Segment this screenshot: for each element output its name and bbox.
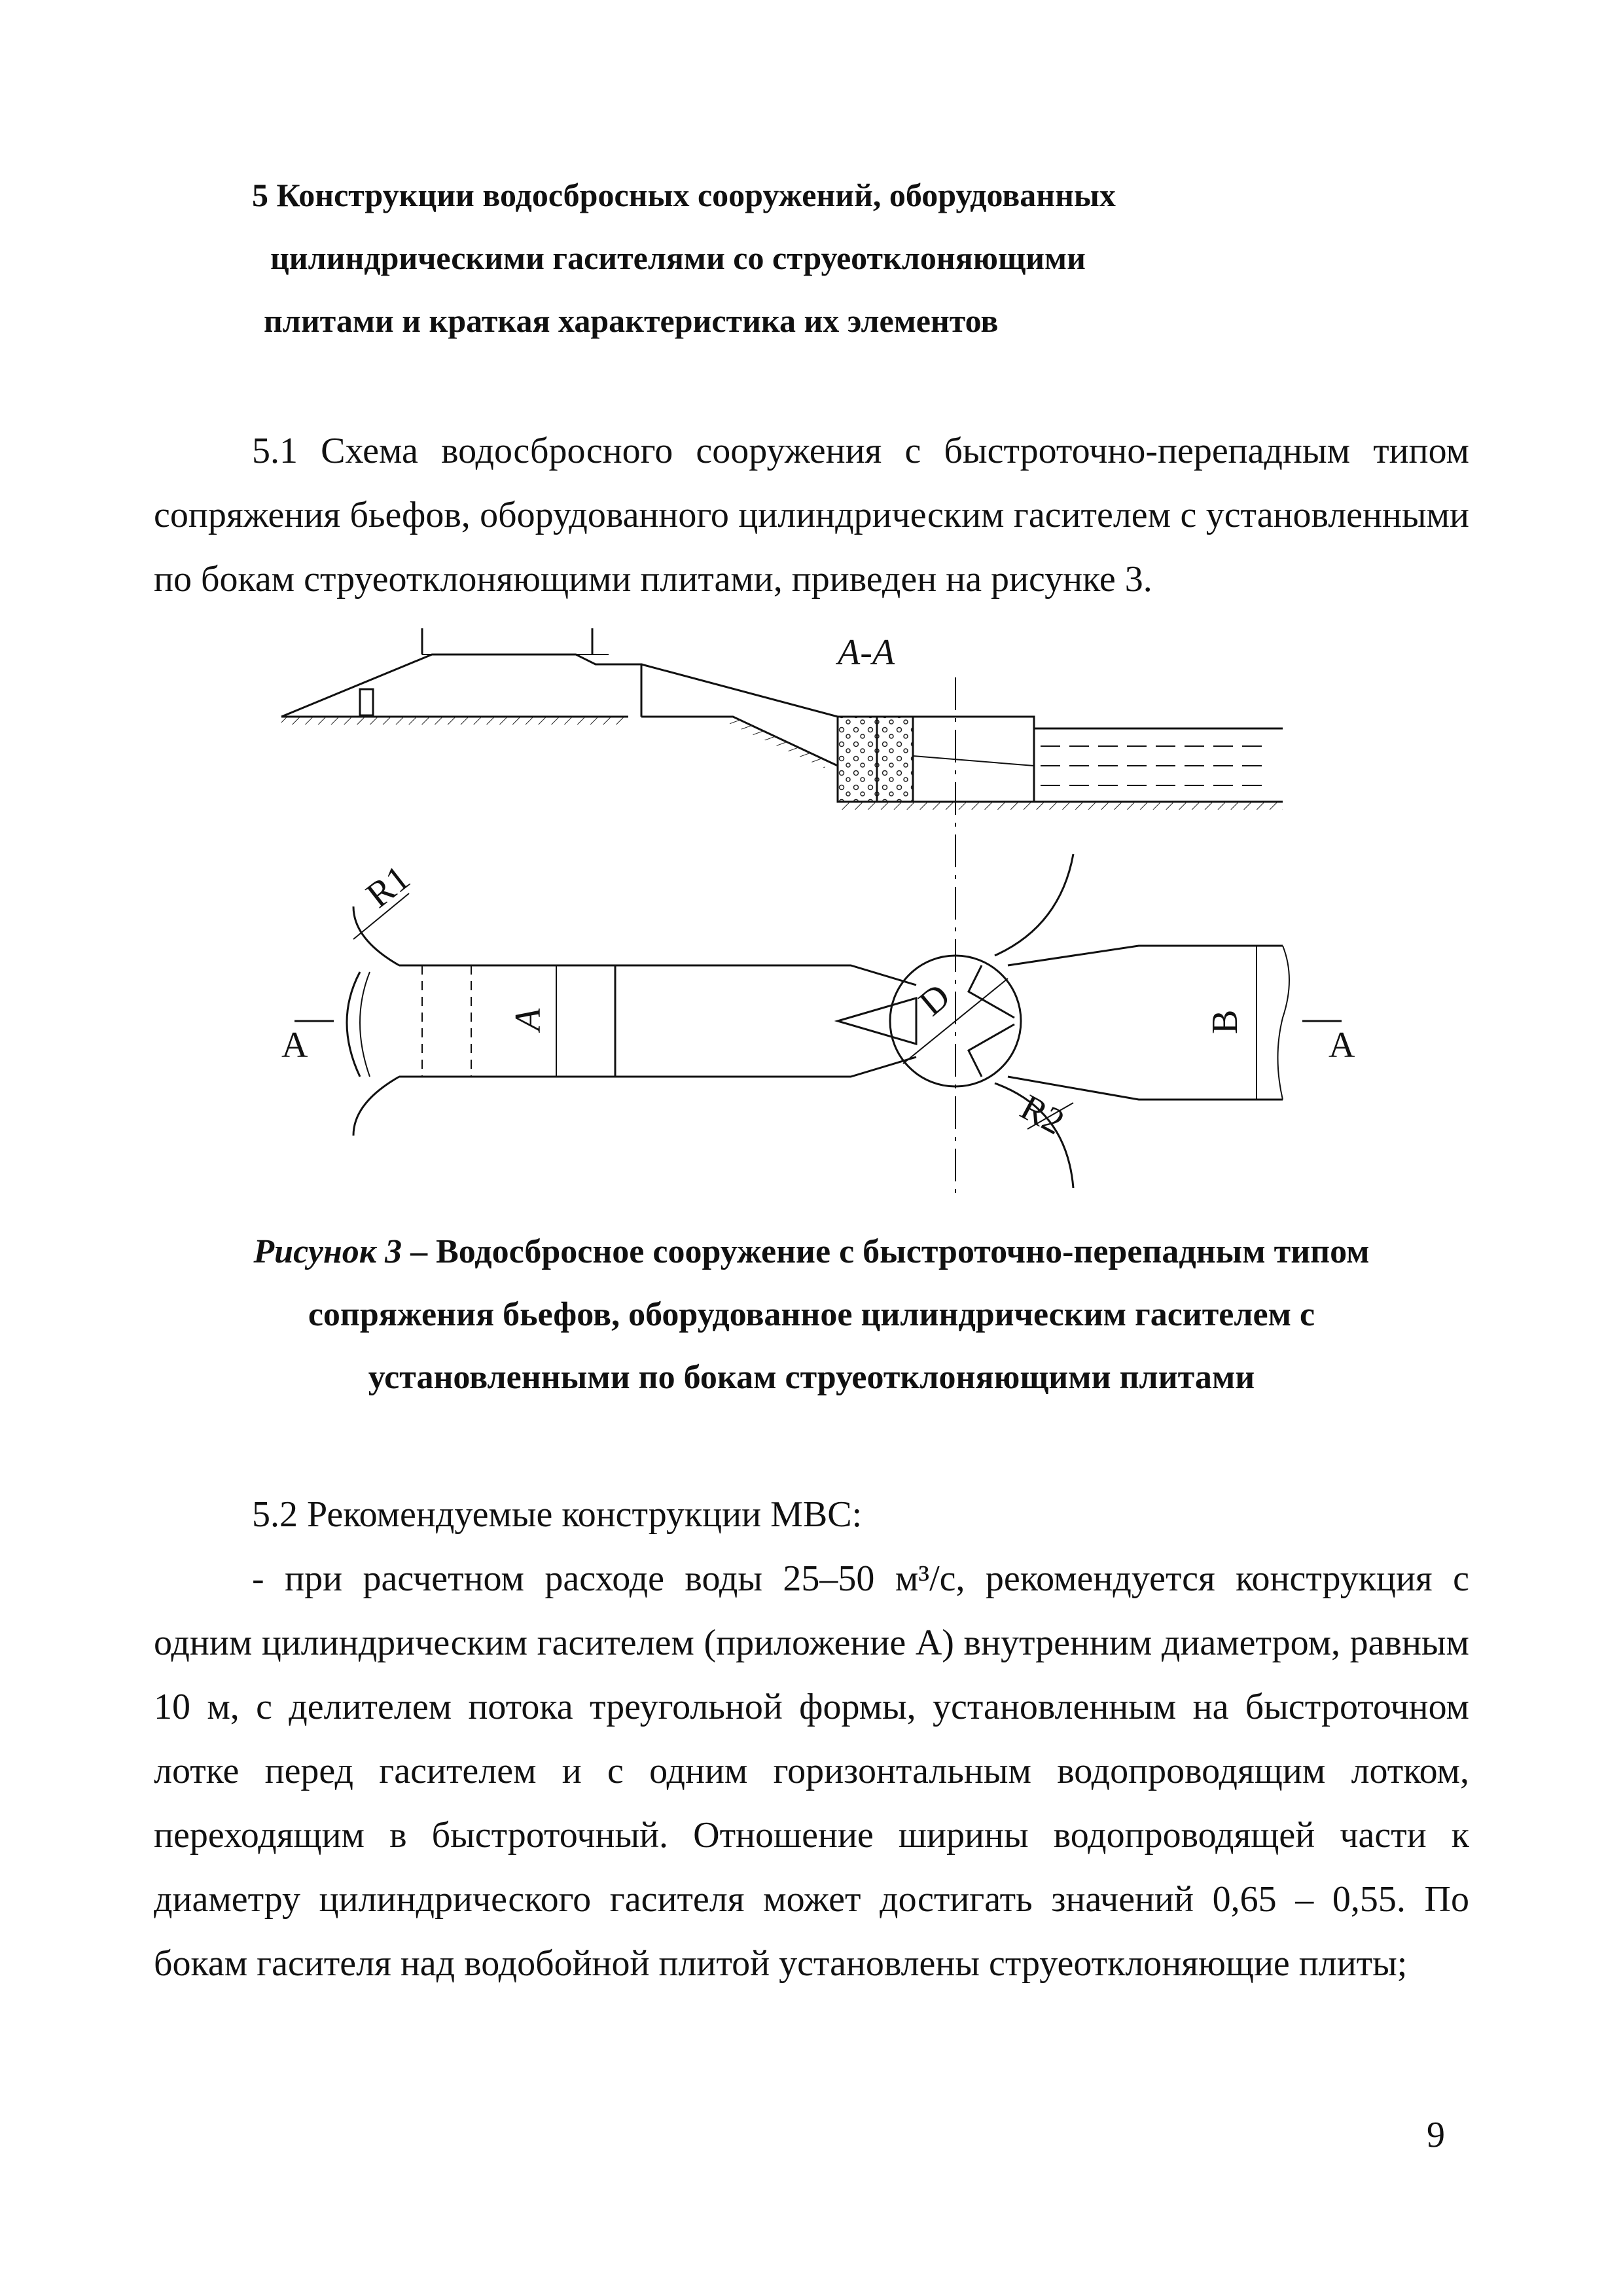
flow-divider: [838, 998, 916, 1044]
stilling-block-2: [877, 717, 913, 802]
page-number: 9: [1427, 2115, 1445, 2155]
dim-B-label: B: [1205, 1009, 1245, 1034]
paragraph-5-2-body: [154, 1547, 1469, 1996]
paragraph-5-2-body-text: - при расчетном расходе воды 25–50 м³/с, рекомендуется конструкция с одним цилиндрическим гасителем (приложение А) внутренним диаметром, равным 10 м, с делителем потока треугольной формы, установленным на быстроточном лотке перед гасителем и с одним горизонтальным водопроводящим лотком, переходящим в быстроточный. Отношение ширины водопроводящей части к диаметру цилиндрического гасителя может достигать значений 0,65 – 0,55. По бокам гасителя над водобойной плитой установлены струеотклоняющие плиты;: [154, 1558, 1469, 1984]
figure-3-diagram: [262, 625, 1387, 1201]
inlet-left-upper-arc: [353, 906, 399, 965]
chute-plan-top: [615, 965, 916, 985]
paragraph-5-2-title-text: 5.2 Рекомендуемые конструкции МВС:: [252, 1494, 863, 1535]
small-structure: [360, 689, 373, 715]
dim-D-label: D: [911, 975, 958, 1024]
label-A-left: A: [281, 1025, 308, 1066]
outlet-break: [1278, 946, 1290, 1100]
inlet-lip: [347, 972, 360, 1077]
dim-R2-label: R2: [1014, 1086, 1071, 1143]
chute-plan-bottom: [615, 1057, 916, 1077]
caption-line-2: сопряжения бьефов, оборудованное цилиндрическим гасителем с: [308, 1296, 1315, 1333]
chute-top: [641, 664, 851, 717]
inlet-left-lower-arc: [353, 1077, 399, 1136]
caption-line-1: [154, 1221, 1469, 1283]
section-heading: [252, 164, 1495, 352]
heading-line-1: 5 Конструкции водосбросных сооружений, оборудованных: [252, 177, 1116, 213]
deflector-arc-upper: [995, 854, 1073, 956]
caption-line-3: установленными по бокам струеотклоняющими плитами: [368, 1359, 1255, 1396]
caption-dash: –: [402, 1233, 437, 1270]
dam-profile: [281, 655, 641, 717]
caption-line-1-text: Водосбросное сооружение с быстроточно-перепадным типом: [436, 1233, 1370, 1270]
deflector-lower: [969, 1024, 1014, 1077]
heading-line-2: цилиндрическими гасителями со струеотклоняющими: [270, 240, 1086, 276]
inlet-lip-inner: [360, 972, 370, 1077]
figure-caption: [154, 1221, 1469, 1409]
bottom-hatch: [838, 802, 1283, 810]
chute-hatch: [730, 717, 828, 768]
stilling-block-1: [838, 717, 877, 802]
paragraph-5-1-text: 5.1 Схема водосбросного сооружения с быстроточно-перепадным типом сопряжения бьефов, оборудованного цилиндрическим гасителем с установленными по бокам струеотклоняющими плитами, приведен на рисунке 3.: [154, 431, 1469, 600]
dim-R1-label: R1: [359, 857, 418, 916]
label-A-right: A: [1329, 1025, 1355, 1066]
basin-slope: [913, 756, 1034, 766]
stilling-basin: [913, 717, 1034, 802]
dim-A-label: A: [508, 1008, 548, 1031]
paragraph-5-1: [154, 419, 1469, 611]
outlet-top: [1008, 946, 1283, 965]
paragraph-5-2-title: [154, 1482, 1469, 1547]
caption-prefix: Рисунок 3: [253, 1233, 402, 1270]
section-label: А-А: [838, 632, 895, 673]
ground-hatch-left: [281, 717, 628, 725]
heading-line-3: плитами и краткая характеристика их элементов: [264, 302, 999, 339]
